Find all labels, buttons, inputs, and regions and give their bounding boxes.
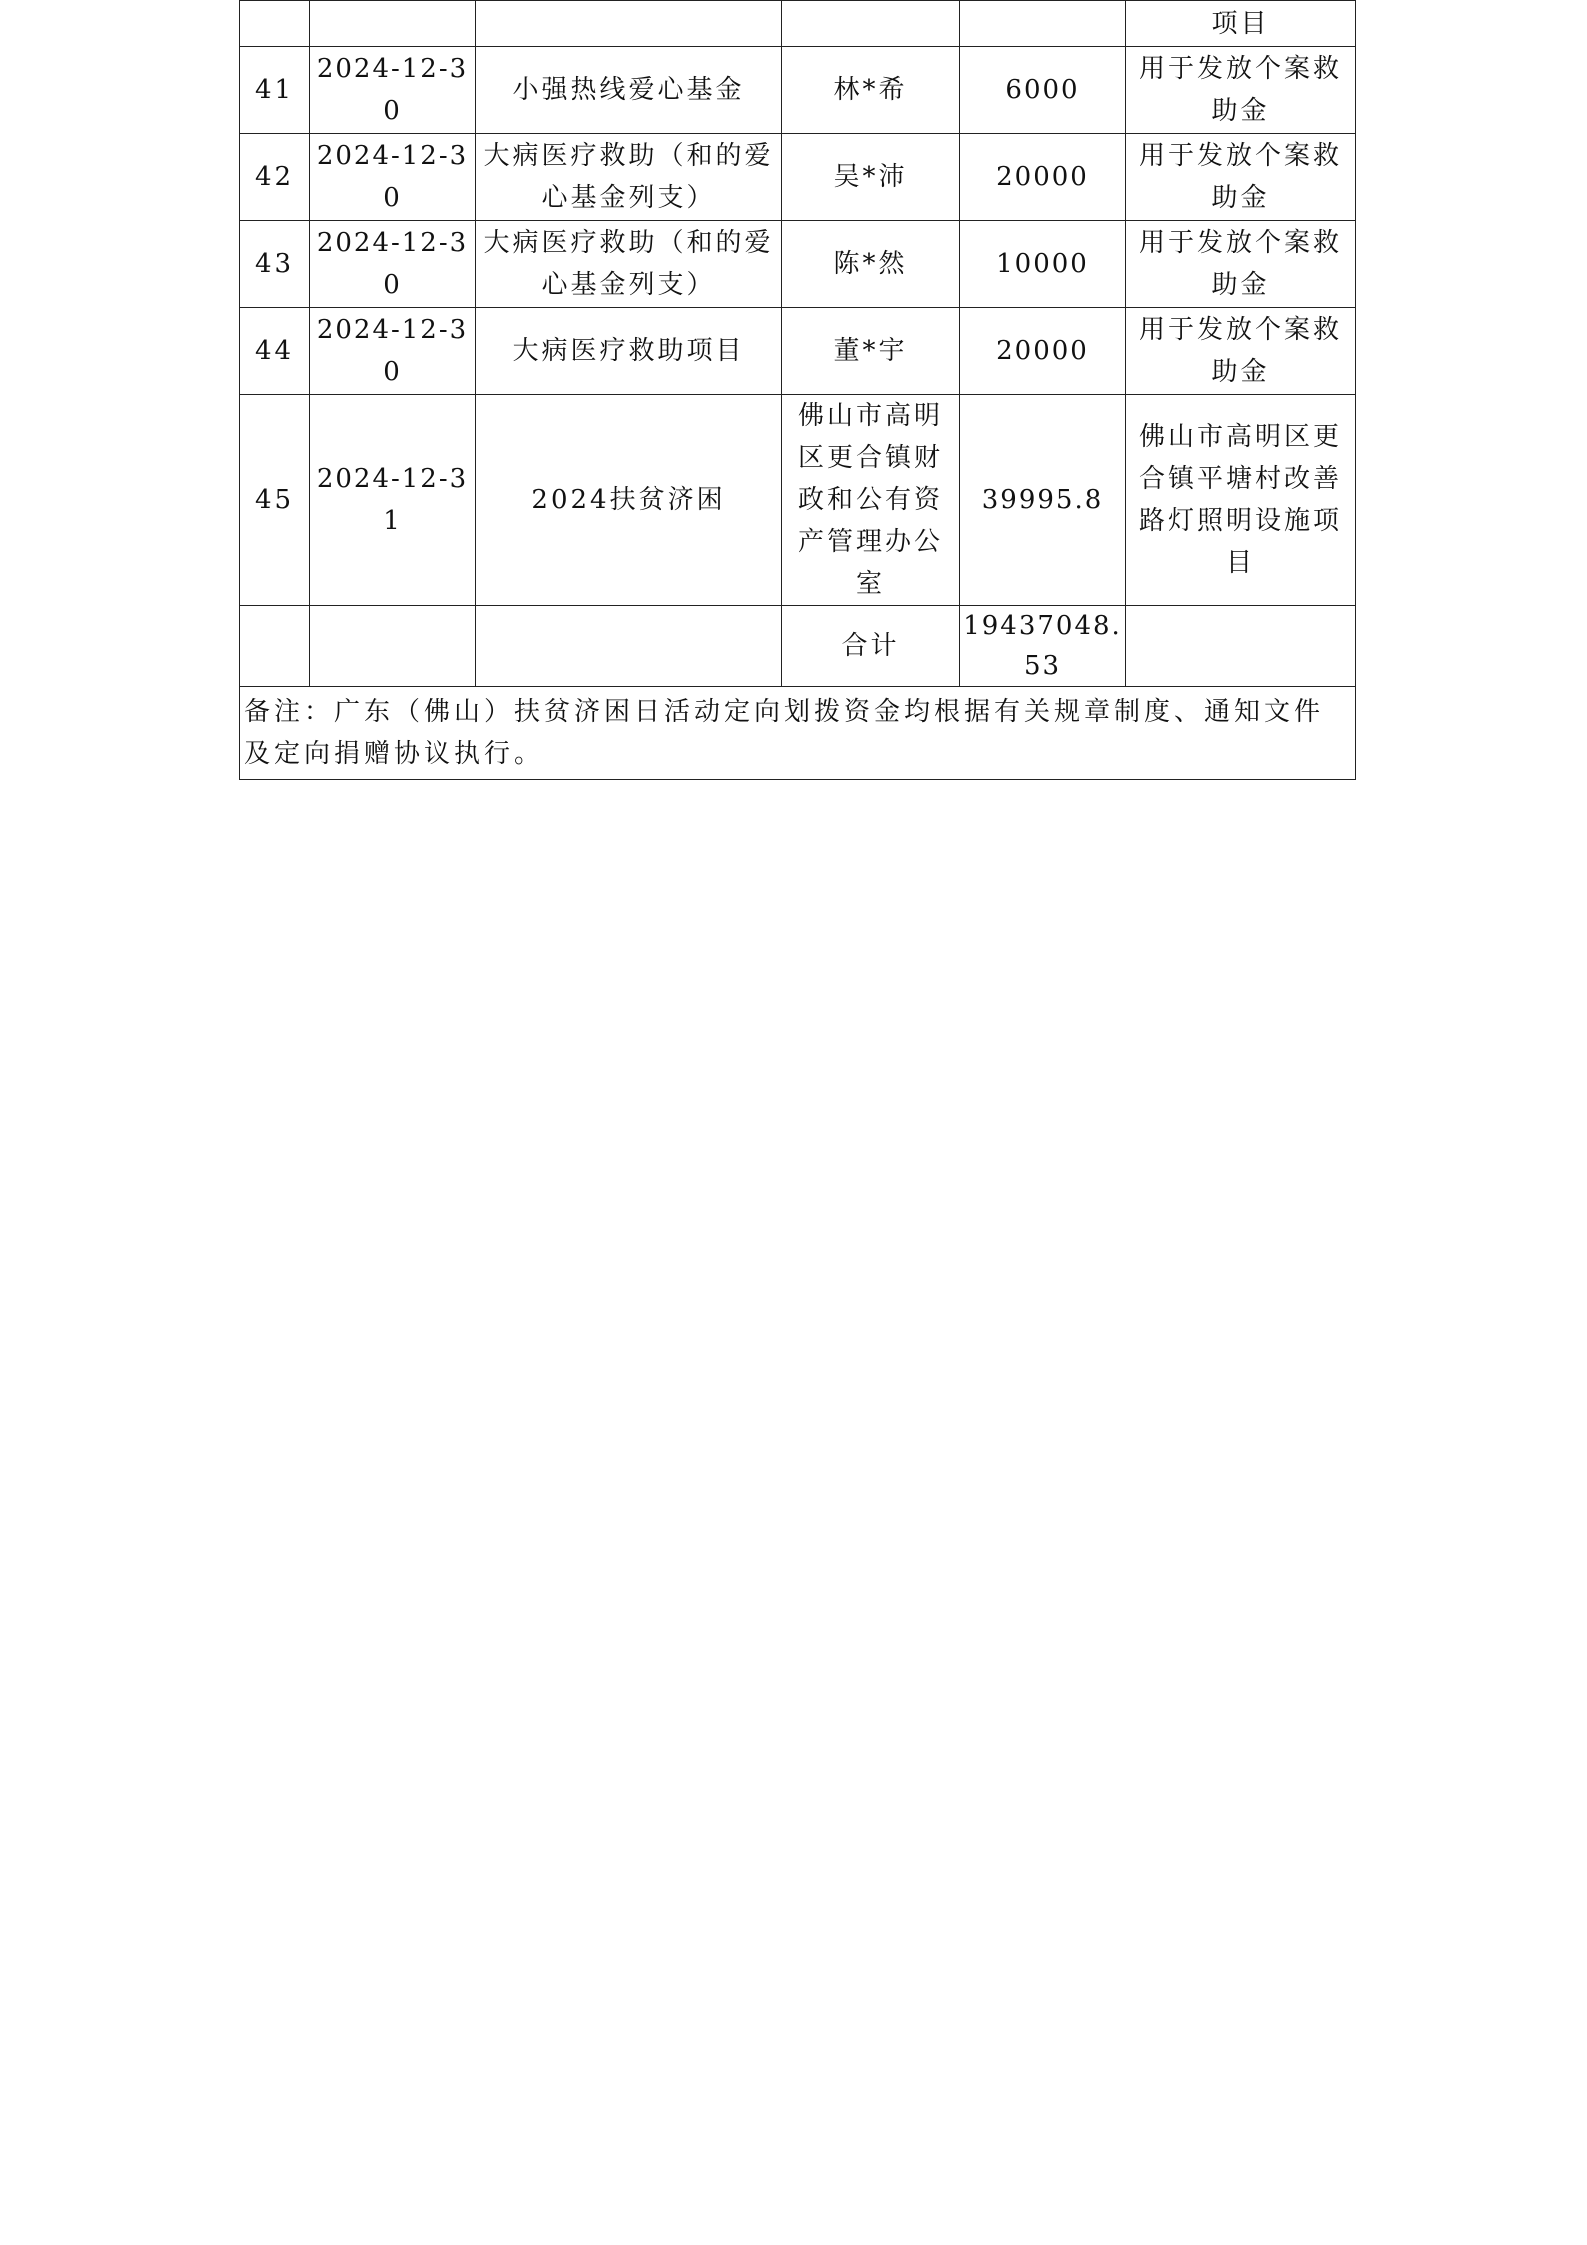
cell-project: 小强热线爱心基金 xyxy=(476,47,782,134)
cell-purpose: 用于发放个案救助金 xyxy=(1126,221,1356,308)
cell-project: 大病医疗救助项目 xyxy=(476,308,782,395)
total-label: 合计 xyxy=(782,606,960,687)
cell-no xyxy=(240,1,310,47)
table-row xyxy=(240,221,1356,308)
table-row xyxy=(240,395,1356,606)
cell-date: 2024-12-30 xyxy=(310,134,476,221)
cell-empty xyxy=(240,606,310,687)
cell-no: 45 xyxy=(240,395,310,606)
cell-purpose: 用于发放个案救助金 xyxy=(1126,134,1356,221)
cell-purpose: 用于发放个案救助金 xyxy=(1126,308,1356,395)
cell-date xyxy=(310,1,476,47)
cell-recipient: 吴*沛 xyxy=(782,134,960,221)
cell-purpose: 佛山市高明区更合镇平塘村改善路灯照明设施项目 xyxy=(1126,395,1356,606)
cell-amount: 20000 xyxy=(960,308,1126,395)
cell-no: 41 xyxy=(240,47,310,134)
cell-amount: 6000 xyxy=(960,47,1126,134)
table-row xyxy=(240,134,1356,221)
cell-date: 2024-12-30 xyxy=(310,47,476,134)
table-row-continued xyxy=(240,1,1356,47)
cell-project: 大病医疗救助（和的爱心基金列支） xyxy=(476,134,782,221)
cell-no: 42 xyxy=(240,134,310,221)
cell-date: 2024-12-30 xyxy=(310,308,476,395)
donation-allocation-table xyxy=(239,0,1356,780)
cell-empty xyxy=(310,606,476,687)
cell-no: 44 xyxy=(240,308,310,395)
cell-amount xyxy=(960,1,1126,47)
cell-recipient xyxy=(782,1,960,47)
cell-recipient: 林*希 xyxy=(782,47,960,134)
cell-no: 43 xyxy=(240,221,310,308)
cell-empty xyxy=(1126,606,1356,687)
total-amount: 19437048.53 xyxy=(960,606,1126,687)
note-row xyxy=(240,687,1356,780)
cell-purpose: 项目 xyxy=(1126,1,1356,47)
table-row xyxy=(240,47,1356,134)
total-row xyxy=(240,606,1356,687)
cell-empty xyxy=(476,606,782,687)
cell-project: 2024扶贫济困 xyxy=(476,395,782,606)
cell-date: 2024-12-30 xyxy=(310,221,476,308)
cell-recipient: 陈*然 xyxy=(782,221,960,308)
cell-amount: 10000 xyxy=(960,221,1126,308)
cell-recipient: 董*宇 xyxy=(782,308,960,395)
table-row xyxy=(240,308,1356,395)
cell-amount: 20000 xyxy=(960,134,1126,221)
cell-purpose: 用于发放个案救助金 xyxy=(1126,47,1356,134)
cell-project xyxy=(476,1,782,47)
cell-amount: 39995.8 xyxy=(960,395,1126,606)
cell-recipient: 佛山市高明区更合镇财政和公有资产管理办公室 xyxy=(782,395,960,606)
cell-project: 大病医疗救助（和的爱心基金列支） xyxy=(476,221,782,308)
remarks-note: 备注：广东（佛山）扶贫济困日活动定向划拨资金均根据有关规章制度、通知文件及定向捐赠协议执行。 xyxy=(240,687,1356,780)
cell-date: 2024-12-31 xyxy=(310,395,476,606)
